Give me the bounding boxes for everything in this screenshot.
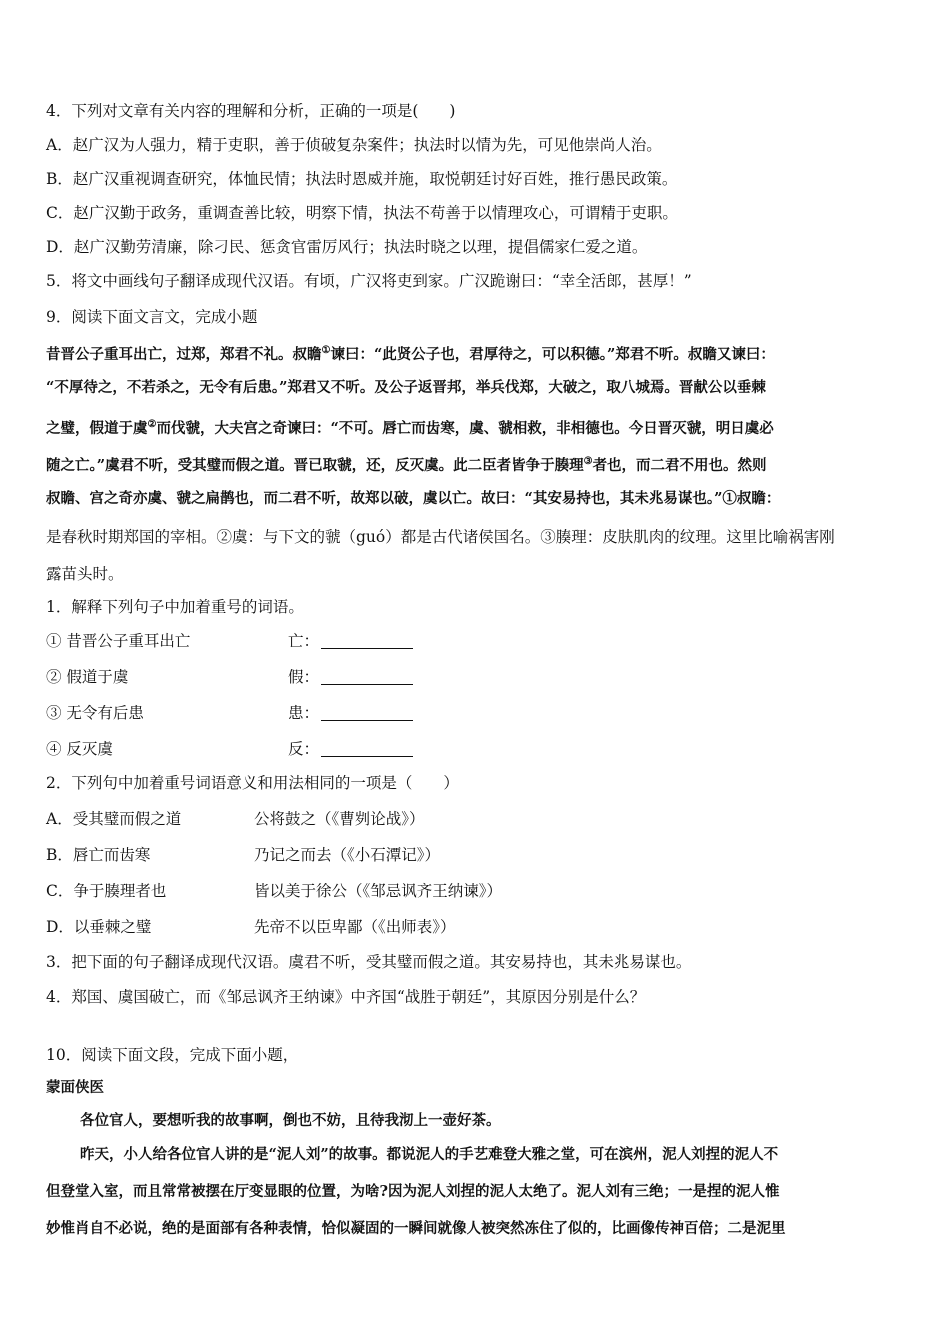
sub1-item-1: ① 昔晋公子重耳出亡 亡： — [46, 630, 906, 652]
sub4-stem: 4．郑国、虞国破亡，而《邹忌讽齐王纳谏》中齐国“战胜于朝廷”，其原因分别是什么？ — [46, 988, 646, 1006]
answer-blank[interactable] — [321, 704, 413, 721]
sub2-option-c: C．争于腠理者也 皆以美于徐公（《邹忌讽齐王纳谏》） — [46, 882, 503, 900]
notes-line-1: 是春秋时期郑国的宰相。②虞：与下文的虢（guó）都是古代诸侯国名。③腠理：皮肤肌肉的纹理。这里比喻祸害刚 — [46, 528, 835, 546]
sub1-item-4: ④ 反灭虞 反： — [46, 738, 906, 760]
sub3-stem: 3．把下面的句子翻译成现代汉语。虞君不听，受其璧而假之道。其安易持也，其未兆易谋也。 — [46, 953, 692, 971]
sub2-stem: 2．下列句中加着重号词语意义和用法相同的一项是（ ） — [46, 774, 459, 792]
answer-blank[interactable] — [321, 740, 413, 757]
story-paragraph-2-cont: 但登堂入室，而且常常被摆在厅变显眼的位置，为啥?因为泥人刘捏的泥人太绝了。泥人刘有三绝；一是捏的泥人惟 — [46, 1183, 780, 1200]
q4-stem: 4．下列对文章有关内容的理解和分析，正确的一项是( ) — [46, 102, 456, 120]
q4-option-a: A．赵广汉为人强力，精于吏职，善于侦破复杂案件；执法时以情为先，可见他崇尚人治。 — [46, 136, 662, 154]
story-paragraph-2-cont2: 妙惟肖自不必说，绝的是面部有各种表情，恰似凝固的一瞬间就像人被突然冻住了似的，比画像传神百倍；二是泥里 — [46, 1220, 786, 1237]
passage-line-3: 之璧，假道于虞②而伐虢，大夫宫之奇谏曰：“不可。唇亡而齿寒，虞、虢相救，非相德也。今日晋灭虢，明日虞必 — [46, 419, 774, 437]
passage-line-2: “不厚待之，不若杀之，无令有后患。”郑君又不听。及公子返晋邦，举兵伐郑，大破之，取八城焉。晋献公以垂棘 — [46, 379, 766, 396]
notes-line-2: 露苗头时。 — [46, 565, 124, 583]
story-title: 蒙面侠医 — [46, 1079, 104, 1096]
q4-option-c: C．赵广汉勤于政务，重调查善比较，明察下情，执法不苟善于以情理攻心，可谓精于吏职。 — [46, 204, 678, 222]
answer-blank[interactable] — [321, 668, 413, 685]
q4-option-d: D．赵广汉勤劳清廉，除刁民、惩贪官雷厉风行；执法时晓之以理，提倡儒家仁爱之道。 — [46, 238, 648, 256]
q4-option-b: B．赵广汉重视调查研究，体恤民情；执法时恩威并施，取悦朝廷讨好百姓，推行愚民政策。 — [46, 170, 678, 188]
answer-blank[interactable] — [321, 632, 413, 649]
q9-title: 9．阅读下面文言文，完成小题 — [46, 308, 258, 326]
sub2-option-b: B．唇亡而齿寒 乃记之而去（《小石潭记》） — [46, 846, 441, 864]
passage-line-1: 昔晋公子重耳出亡，过郑，郑君不礼。叔瞻①谏曰：“此贤公子也，君厚待之，可以积德。”郑君不听。叔瞻又谏曰： — [46, 345, 775, 363]
q5-stem: 5．将文中画线句子翻译成现代汉语。有顷，广汉将吏到家。广汉跪谢曰：“幸全活郎，甚厚！” — [46, 272, 692, 290]
sub1-item-3: ③ 无令有后患 患： — [46, 702, 906, 724]
sub2-option-a: A．受其璧而假之道 公将鼓之（《曹刿论战》） — [46, 810, 425, 828]
sub1-item-2: ② 假道于虞 假： — [46, 666, 906, 688]
q10-title: 10．阅读下面文段，完成下面小题， — [46, 1046, 299, 1064]
sub2-option-d: D．以垂棘之璧 先帝不以臣卑鄙（《出师表》） — [46, 918, 456, 936]
sub1-stem: 1．解释下列句子中加着重号的词语。 — [46, 598, 304, 616]
story-paragraph-2: 昨天，小人给各位官人讲的是“泥人刘”的故事。都说泥人的手艺难登大雅之堂，可在滨州，泥人刘捏的泥人不 — [80, 1146, 779, 1163]
story-paragraph-1: 各位官人，要想听我的故事啊，倒也不妨，且待我沏上一壶好茶。 — [80, 1112, 501, 1129]
passage-line-4: 随之亡。”虞君不听，受其璧而假之道。晋已取虢，还，反灭虞。此二臣者皆争于腠理③者也，而二君不用也。然则 — [46, 456, 767, 474]
passage-line-5: 叔瞻、宫之奇亦虞、虢之扁鹊也，而二君不听，故郑以破，虞以亡。故曰：“其安易持也，其未兆易谋也。”①叔瞻： — [46, 490, 781, 507]
